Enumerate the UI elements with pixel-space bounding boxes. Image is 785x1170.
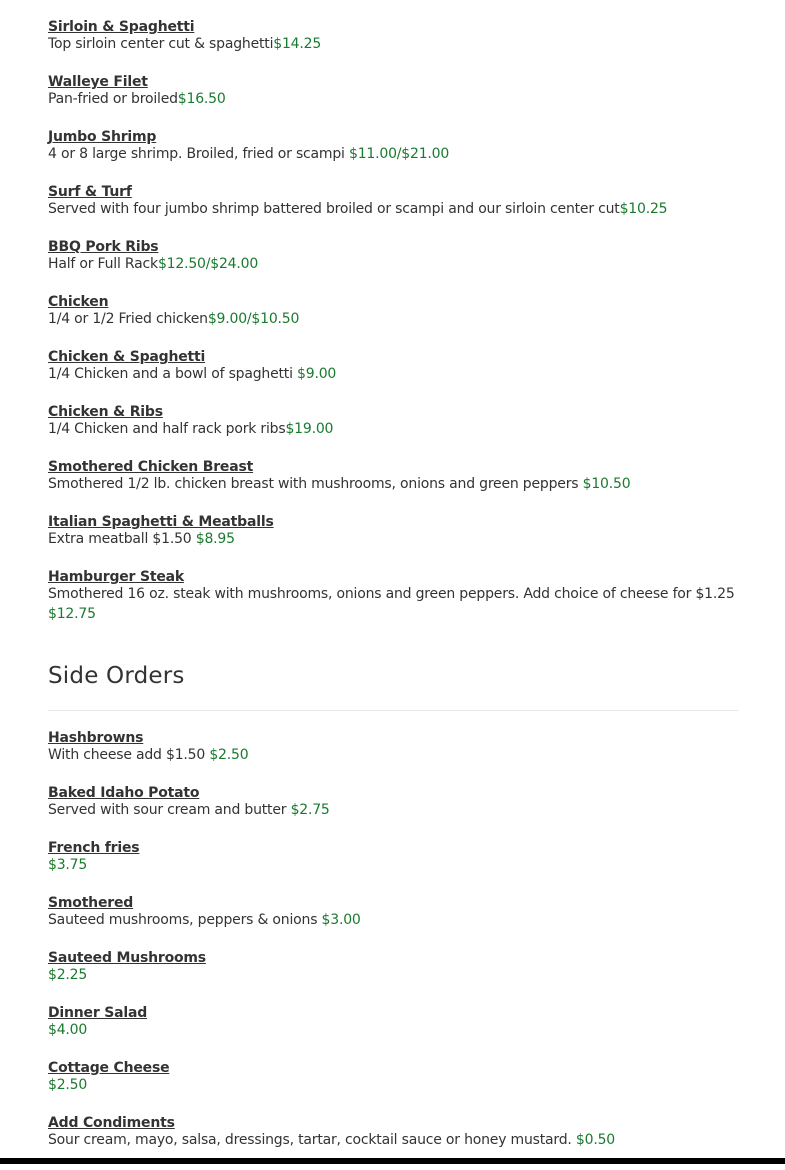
menu-item-name[interactable]: Smothered Chicken Breast [48, 459, 254, 475]
menu-item-name[interactable]: Smothered [48, 895, 134, 911]
menu-item-italian-spaghetti-meatballs [48, 514, 738, 548]
menu-item-name[interactable]: Surf & Turf [48, 184, 132, 200]
menu-item-sirloin-spaghetti [48, 19, 738, 53]
menu-item-price: $10.25 [619, 201, 668, 217]
menu-item-price: $0.50 [575, 1132, 616, 1148]
menu-item-price: $3.00 [321, 912, 361, 928]
menu-item-smothered-chicken-breast [48, 459, 738, 493]
menu-item-chicken [48, 294, 738, 328]
menu-item-name[interactable]: Chicken & Ribs [48, 404, 163, 420]
menu-item-name[interactable]: Baked Idaho Potato [48, 785, 200, 801]
menu-item-description: Served with four jumbo shrimp battered broiled or scampi and our sirloin center cut [48, 201, 620, 217]
menu-item-description: 1/4 Chicken and a bowl of spaghetti [48, 366, 298, 382]
menu-item-description: Sauteed mushrooms, peppers & onions [48, 912, 322, 928]
menu-item-hashbrowns [48, 730, 738, 764]
menu-item-price: $2.50 [48, 1077, 88, 1093]
menu-item-price: $2.75 [290, 802, 330, 818]
menu-item-hamburger-steak [48, 569, 738, 623]
menu-item-name[interactable]: Sirloin & Spaghetti [48, 19, 195, 35]
menu-item-description: Smothered 1/2 lb. chicken breast with mushrooms, onions and green peppers [48, 476, 583, 492]
menu-item-description: Pan-fried or broiled [48, 91, 178, 107]
menu-item-chicken-spaghetti [48, 349, 738, 383]
menu-item-description: Served with sour cream and butter [48, 802, 291, 818]
menu-item-description: Half or Full Rack [48, 256, 158, 272]
menu-item-bbq-pork-ribs [48, 239, 738, 273]
menu-item-price: $3.75 [48, 857, 88, 873]
menu-item-name[interactable]: Sauteed Mushrooms [48, 950, 206, 966]
menu-item-cottage-cheese [48, 1060, 738, 1094]
menu-item-baked-idaho-potato [48, 785, 738, 819]
menu-item-description: Extra meatball $1.50 [48, 531, 196, 547]
menu-item-name[interactable]: Walleye Filet [48, 74, 148, 90]
menu-item-price: $14.25 [273, 36, 322, 52]
menu-item-description: 1/4 Chicken and half rack pork ribs [48, 421, 286, 437]
menu-item-price: $9.00 [297, 366, 337, 382]
menu-item-name[interactable]: Jumbo Shrimp [48, 129, 157, 145]
menu-item-price: $11.00/$21.00 [348, 146, 450, 162]
menu-item-description: Smothered 16 oz. steak with mushrooms, onions and green peppers. Add choice of cheese for $1.25 [48, 586, 735, 602]
menu-item-price: $2.25 [48, 967, 88, 983]
menu-item-description: 1/4 or 1/2 Fried chicken [48, 311, 208, 327]
section-title-side-orders: Side Orders [48, 663, 185, 689]
menu-item-description: Top sirloin center cut & spaghetti [48, 36, 274, 52]
menu-page [48, 19, 738, 1170]
menu-item-chicken-ribs [48, 404, 738, 438]
menu-item-price: $16.50 [177, 91, 226, 107]
menu-item-add-condiments [48, 1115, 738, 1149]
menu-item-sauteed-mushrooms [48, 950, 738, 984]
menu-item-price: $2.50 [209, 747, 249, 763]
menu-item-description: Sour cream, mayo, salsa, dressings, tartar, cocktail sauce or honey mustard. [48, 1132, 576, 1148]
menu-item-dinner-salad [48, 1005, 738, 1039]
menu-item-name[interactable]: Italian Spaghetti & Meatballs [48, 514, 274, 530]
menu-item-name[interactable]: French fries [48, 840, 140, 856]
menu-item-description: With cheese add $1.50 [48, 747, 210, 763]
menu-item-name[interactable]: Hashbrowns [48, 730, 144, 746]
menu-item-price: $12.50/$24.00 [157, 256, 259, 272]
menu-item-price: $9.00/$10.50 [207, 311, 300, 327]
menu-item-name[interactable]: Chicken & Spaghetti [48, 349, 206, 365]
menu-item-price: $12.75 [48, 606, 96, 622]
menu-item-price: $19.00 [285, 421, 334, 437]
menu-item-surf-turf [48, 184, 738, 218]
menu-item-description: 4 or 8 large shrimp. Broiled, fried or scampi [48, 146, 349, 162]
menu-item-name[interactable]: Hamburger Steak [48, 569, 184, 585]
page-bottom-bar [0, 1158, 785, 1164]
menu-item-smothered [48, 895, 738, 929]
menu-item-price: $10.50 [582, 476, 631, 492]
section-divider [48, 710, 738, 711]
menu-item-name[interactable]: Chicken [48, 294, 109, 310]
menu-item-price: $8.95 [195, 531, 235, 547]
menu-item-name[interactable]: Dinner Salad [48, 1005, 148, 1021]
menu-item-name[interactable]: Cottage Cheese [48, 1060, 170, 1076]
menu-item-price: $4.00 [48, 1022, 88, 1038]
menu-item-walleye-filet [48, 74, 738, 108]
menu-item-name[interactable]: BBQ Pork Ribs [48, 239, 159, 255]
menu-item-name[interactable]: Add Condiments [48, 1115, 175, 1131]
menu-item-jumbo-shrimp [48, 129, 738, 163]
menu-item-french-fries [48, 840, 738, 874]
